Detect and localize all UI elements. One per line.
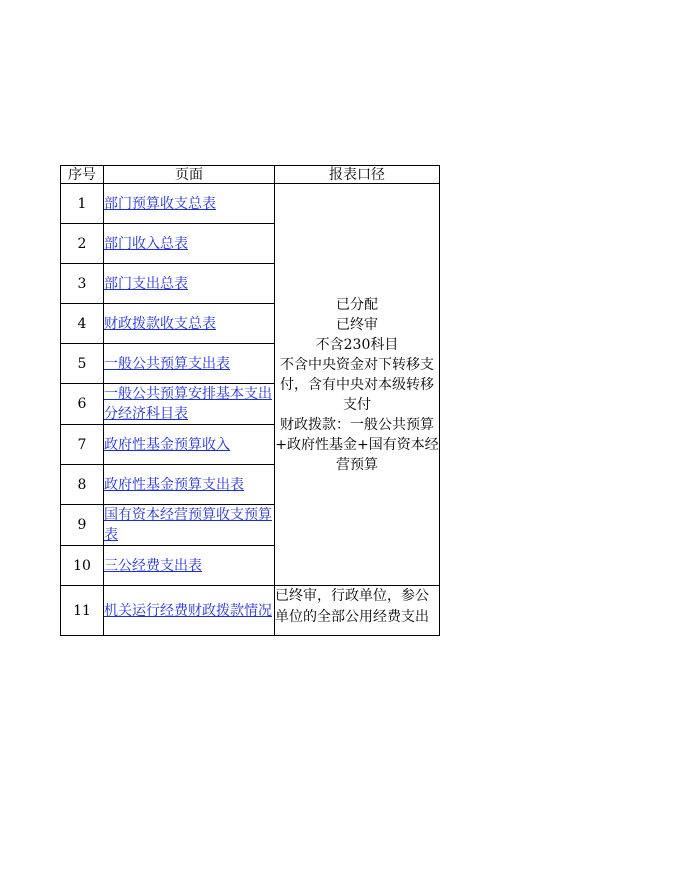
scope-line: 已终审 [336, 316, 378, 333]
row-seq: 5 [61, 344, 104, 384]
header-scope: 报表口径 [275, 166, 440, 184]
header-seq: 序号 [61, 166, 104, 184]
scope-line: 不含230科目 [315, 336, 399, 353]
row-seq: 11 [61, 586, 104, 636]
table-row [61, 184, 440, 224]
row-seq: 3 [61, 264, 104, 304]
row-seq: 7 [61, 425, 104, 465]
row-seq: 4 [61, 304, 104, 344]
page-link[interactable]: 政府性基金预算收入 [104, 436, 230, 453]
page-link[interactable]: 部门支出总表 [104, 275, 188, 292]
scope-merged-cell [275, 184, 440, 586]
table-row [61, 586, 440, 636]
page-link[interactable]: 部门预算收支总表 [104, 195, 216, 212]
page-link[interactable]: 三公经费支出表 [104, 557, 202, 574]
page-link[interactable]: 国有资本经营预算收支预算表 [104, 507, 272, 543]
scope-line: 已分配 [336, 296, 378, 313]
row-seq: 9 [61, 505, 104, 546]
page-link[interactable]: 部门收入总表 [104, 235, 188, 252]
scope-line: 不含中央资金对下转移支付，含有中央对本级转移支付 [280, 356, 434, 413]
row-seq: 10 [61, 546, 104, 586]
scope-cell [275, 586, 440, 636]
page-link[interactable]: 政府性基金预算支出表 [104, 476, 244, 493]
page-link[interactable]: 一般公共预算支出表 [104, 355, 230, 372]
scope-text: 已终审，行政单位，参公单位的全部公用经费支出 [275, 588, 429, 625]
row-seq: 6 [61, 384, 104, 425]
page-link[interactable]: 一般公共预算安排基本支出分经济科目表 [104, 386, 272, 422]
row-seq: 2 [61, 224, 104, 264]
header-page: 页面 [104, 166, 275, 184]
scope-line: 财政拨款：一般公共预算+政府性基金+国有资本经营预算 [275, 416, 439, 473]
page-link[interactable]: 财政拨款收支总表 [104, 315, 216, 332]
report-index-table [60, 165, 440, 636]
table-header-row [61, 166, 440, 184]
page-link[interactable]: 机关运行经费财政拨款情况 [104, 602, 272, 619]
row-seq: 1 [61, 184, 104, 224]
row-seq: 8 [61, 465, 104, 505]
